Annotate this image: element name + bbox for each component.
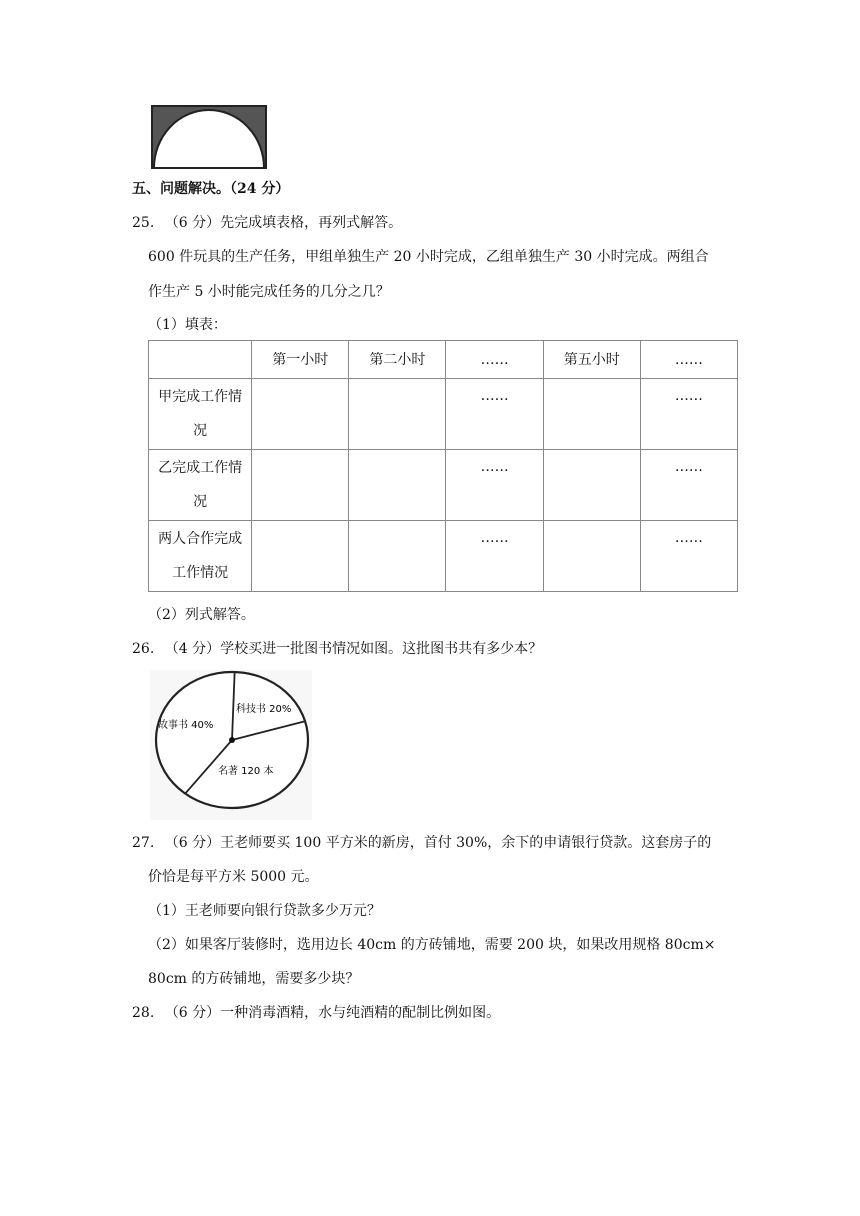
- q28-number: 28.: [132, 1005, 155, 1021]
- q26-text: 学校买进一批图书情况如图。这批图书共有多少本？: [220, 641, 543, 657]
- table-header-cell: 第一小时: [252, 341, 349, 379]
- q25-part2: （2）列式解答。: [148, 607, 255, 623]
- row-label-line: 两人合作完成: [158, 531, 243, 547]
- q25-header: [132, 212, 402, 232]
- q27-score: （6 分）: [164, 835, 221, 851]
- ellipsis-cell: ……: [446, 379, 543, 450]
- answer-cell[interactable]: [252, 521, 349, 592]
- q27-sub1: （1）王老师要向银行贷款多少万元？: [148, 903, 381, 919]
- q27-number: 27.: [132, 835, 155, 851]
- answer-cell[interactable]: [543, 450, 640, 521]
- semicircle-figure: [150, 104, 268, 170]
- table-header-cell: 第二小时: [349, 341, 446, 379]
- row-label-line: 甲完成工作情: [158, 389, 243, 405]
- section-title: 五、问题解决。（24 分）: [132, 181, 290, 197]
- table-header-cell: ……: [446, 341, 543, 379]
- table-header-cell: 第五小时: [543, 341, 640, 379]
- row-label-line: 况: [193, 423, 208, 439]
- table-header-row: [149, 341, 738, 379]
- pie-center-dot: [229, 737, 235, 743]
- book-pie-chart: [150, 670, 312, 820]
- ellipsis-cell: ……: [640, 450, 737, 521]
- q27-sub2-line1: （2）如果客厅装修时，选用边长 40cm 的方砖铺地，需要 200 块，如果改用规格 80cm×: [148, 937, 716, 953]
- answer-cell[interactable]: [252, 379, 349, 450]
- ellipsis-cell: ……: [446, 450, 543, 521]
- q25-number: 25.: [132, 215, 155, 231]
- answer-cell[interactable]: [349, 379, 446, 450]
- row-label: [149, 521, 252, 592]
- q27-header: [132, 832, 711, 852]
- q26-number: 26.: [132, 641, 155, 657]
- q25-score: （6 分）: [164, 215, 221, 231]
- q27-sub2-line2: 80cm 的方砖铺地，需要多少块？: [148, 971, 360, 987]
- ellipsis-cell: ……: [640, 521, 737, 592]
- row-label: [149, 379, 252, 450]
- q25-fill-table: [148, 340, 738, 592]
- q28-header: [132, 1002, 500, 1022]
- q25-instruction: 先完成填表格，再列式解答。: [220, 215, 403, 231]
- q27-line2: 价恰是每平方米 5000 元。: [148, 869, 319, 885]
- pie-label-classics: 名著 120 本: [218, 766, 274, 777]
- q25-line2: 作生产 5 小时能完成任务的几分之几？: [148, 284, 390, 300]
- answer-cell[interactable]: [543, 521, 640, 592]
- q26-score: （4 分）: [164, 641, 221, 657]
- table-row: [149, 379, 738, 450]
- q28-score: （6 分）: [164, 1005, 221, 1021]
- row-label-line: 工作情况: [172, 565, 229, 581]
- table-header-cell: [149, 341, 252, 379]
- answer-cell[interactable]: [349, 521, 446, 592]
- answer-cell[interactable]: [543, 379, 640, 450]
- q28-text: 一种消毒酒精，水与纯酒精的配制比例如图。: [220, 1005, 501, 1021]
- row-label: [149, 450, 252, 521]
- table-header-cell: ……: [640, 341, 737, 379]
- q25-line1: 600 件玩具的生产任务，甲组单独生产 20 小时完成，乙组单独生产 30 小时完成。两组合: [148, 249, 709, 265]
- row-label-line: 乙完成工作情: [158, 460, 243, 476]
- q26-header: [132, 638, 542, 658]
- ellipsis-cell: ……: [446, 521, 543, 592]
- table-row: [149, 450, 738, 521]
- pie-label-story: 故事书 40%: [158, 720, 214, 731]
- q25-part1: （1）填表：: [148, 317, 227, 333]
- q27-line1: 王老师要买 100 平方米的新房，首付 30%，余下的申请银行贷款。这套房子的: [220, 835, 712, 851]
- table-row: [149, 521, 738, 592]
- answer-cell[interactable]: [349, 450, 446, 521]
- pie-label-science: 科技书 20%: [236, 704, 292, 715]
- answer-cell[interactable]: [252, 450, 349, 521]
- row-label-line: 况: [193, 494, 208, 510]
- ellipsis-cell: ……: [640, 379, 737, 450]
